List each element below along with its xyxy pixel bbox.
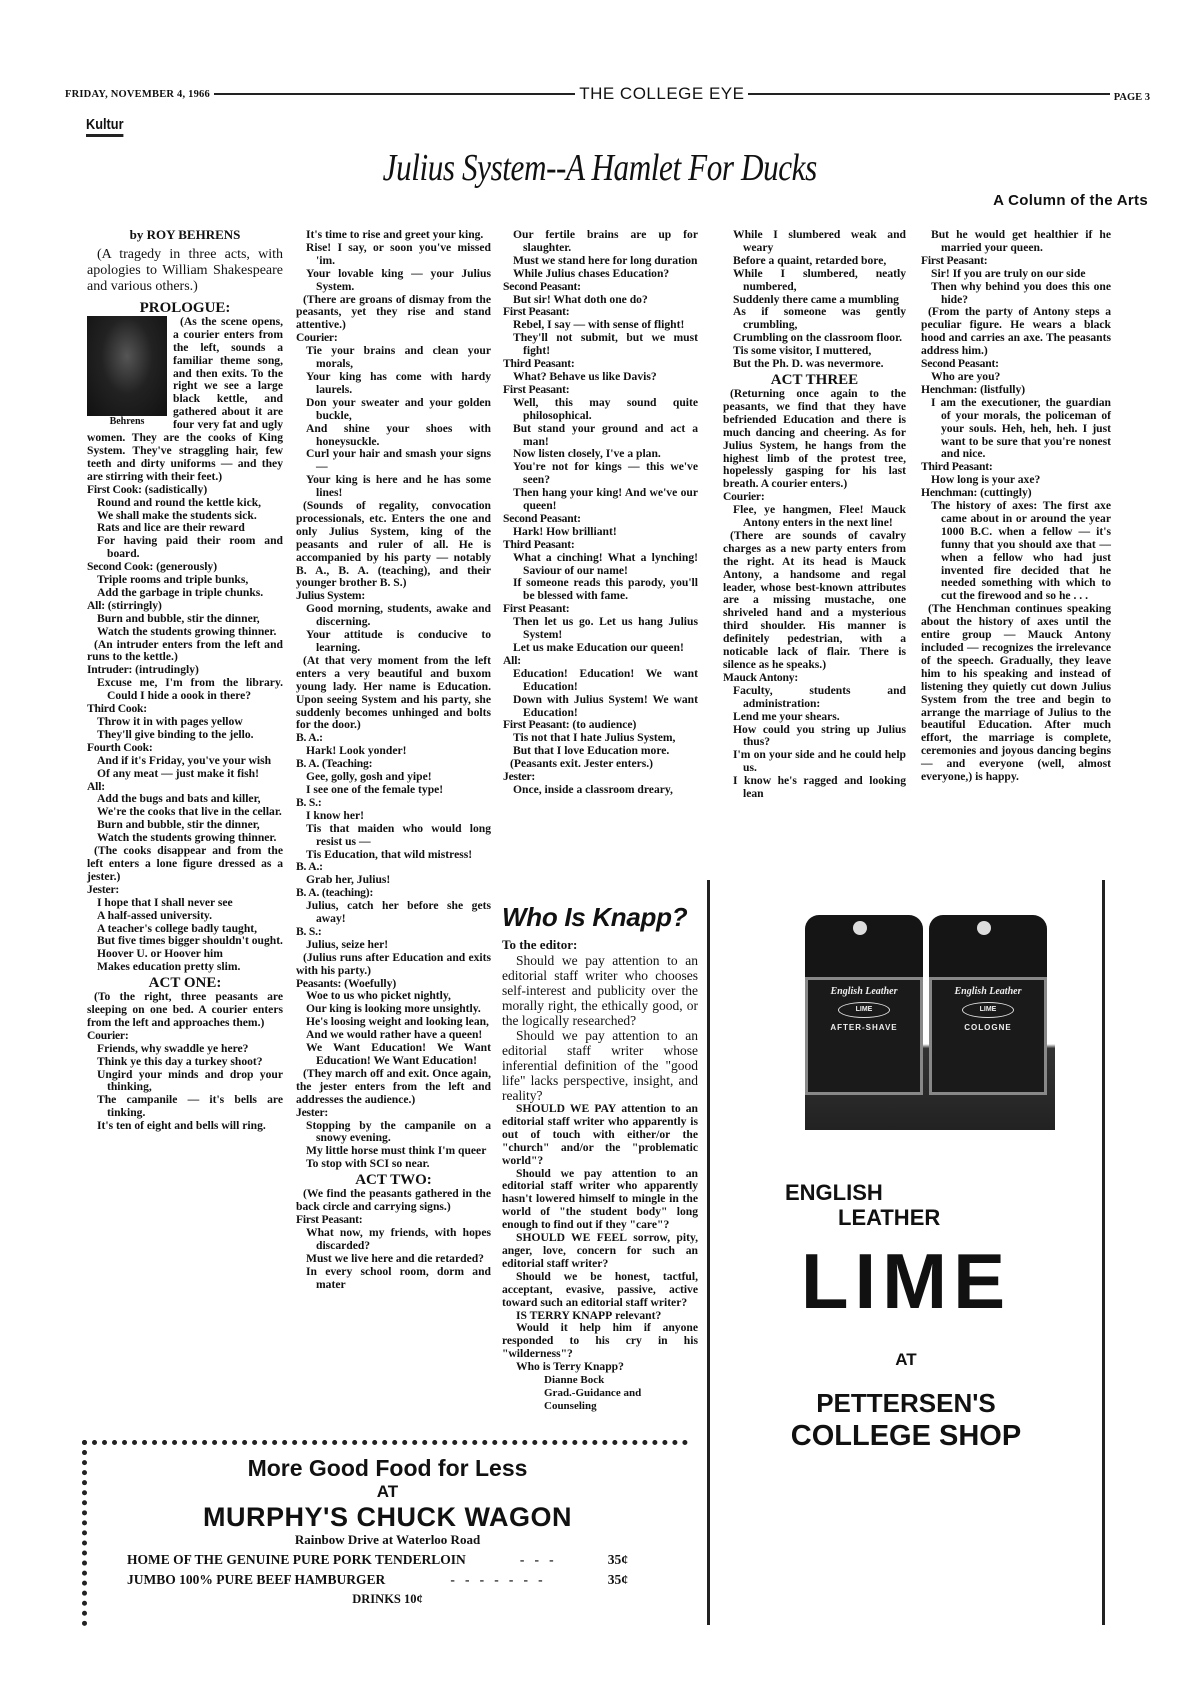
speaker-line xyxy=(87,600,283,613)
verse-line: I see one of the female type! xyxy=(306,782,444,796)
author-photo xyxy=(87,316,167,429)
signature-name: Dianne Bock xyxy=(544,1374,605,1387)
verse-line: And if it's Friday, you've your wish xyxy=(97,753,272,767)
verse-line: Tis some visitor, I muttered, xyxy=(733,344,872,358)
act-heading: ACT TWO: xyxy=(355,1172,432,1189)
section-label: Kultur xyxy=(86,116,124,137)
speaker-name: Julius System: xyxy=(296,589,366,603)
verse-line: Stopping by the campanile on a snowy evening. xyxy=(306,1118,491,1145)
verse-line: Our king is looking more unsightly. xyxy=(306,1002,481,1016)
headline-text: Julius System--A Hamlet For Ducks xyxy=(382,147,818,189)
verse-line: Our fertile brains are up for slaughter. xyxy=(513,228,698,254)
speaker-direction: (to audience) xyxy=(572,718,637,732)
stage-direction: (They march off and exit. Once again, the jester enters from the left and addresses the audience.) xyxy=(296,1066,491,1106)
speaker-line xyxy=(503,655,698,668)
letter-to-editor xyxy=(502,902,698,1413)
speaker-name: Second Cook: xyxy=(87,560,154,574)
verse-line: Hark! Look yonder! xyxy=(306,744,407,758)
signature-title: Counseling xyxy=(544,1400,597,1413)
letter-paragraph xyxy=(502,1232,698,1271)
stage-direction: (An intruder enters from the left and runs to the kettle.) xyxy=(87,637,283,664)
article-intro: (A tragedy in three acts, with apologies to William Shakespeare and various others.) xyxy=(87,246,283,294)
speaker-name: B. S.: xyxy=(296,795,322,809)
letter-title: Who Is Knapp? xyxy=(502,902,688,932)
speaker-line xyxy=(723,672,906,685)
stage-direction: (Sounds of regality, convocation processionals, etc. Enters the one and only Julius System, king of the peasants and ruler of all. He is accompanied by his party — notably B. A., B. A. (teaching), and their younger brother B. S.) xyxy=(296,499,491,590)
letter-paragraph xyxy=(502,1168,698,1233)
speaker-line xyxy=(503,384,698,397)
speaker-line xyxy=(503,513,698,526)
verse-line: He's loosing weight and looking lean, xyxy=(306,1015,489,1029)
product-photo xyxy=(805,915,1055,1130)
stage-direction: (The Henchman continues speaking about the history of axes until the entire group — Mauck Antony included — recognizes the irrelevance of the speech. Gradually, they leave him to his speaking and instead of listening they quietly cut down Julius System from the tree and begin to arrange the marriage of Julius to the beautiful Education. After much effort, the marriage is complete, ceremonies and joyous dancing begins — and everyone (well, almost everyone,) is happy. xyxy=(921,602,1111,784)
verse-line: Tie your brains and clean your morals, xyxy=(306,344,491,371)
letter-salutation: To the editor: xyxy=(502,937,578,952)
bottle-cap-icon xyxy=(929,915,1047,977)
speaker-line xyxy=(921,384,1111,397)
verse-line: Once, inside a classroom dreary, xyxy=(513,782,673,796)
verse-line: In every school room, dorm and mater xyxy=(306,1264,491,1291)
verse-line: But that I love Education more. xyxy=(513,744,670,758)
verse-line: Throw it in with pages yellow xyxy=(97,715,243,728)
letter-text: Should we pay attention to an editorial staff writer who apparently hasn't lowered himself to mingle in the world of "the student body" long enough to find out if they "care"? xyxy=(502,1166,698,1232)
verse-line: Julius, catch her before she gets away! xyxy=(306,899,491,926)
verse-line: Who are you? xyxy=(931,369,1001,383)
menu-item xyxy=(127,1552,628,1568)
cologne-bottle xyxy=(929,915,1047,1090)
verse-line: Round and round the kettle kick, xyxy=(97,495,262,509)
bottle-brand: English Leather xyxy=(830,986,898,997)
english-leather-lime-ad xyxy=(707,880,1105,1625)
letter-paragraph xyxy=(502,1103,698,1168)
speaker-name: B. A.: xyxy=(296,731,323,745)
verse-line: I know he's ragged and looking lean xyxy=(733,774,906,801)
verse-line: Sir! If you are truly on our side xyxy=(931,266,1086,280)
speaker-name: First Peasant: xyxy=(921,253,988,267)
verse-line: Add the garbage in triple chunks. xyxy=(97,585,264,599)
ad-product-name: LIME xyxy=(800,1237,1012,1325)
article-column-2 xyxy=(296,229,491,1291)
verse-line: Education! Education! We want Education! xyxy=(513,666,698,693)
verse-line: But the Ph. D. was nevermore. xyxy=(733,357,884,371)
verse-line: While I slumbered weak and weary xyxy=(733,228,906,254)
speaker-line xyxy=(296,1107,491,1120)
verse-line: The history of axes: The first axe came about in or around the year 1000 B.C. when a fellow — it's funny that you should axe that — when a fellow who had just invented fire decided that he needed something with which to cut the firewood and so he . . . xyxy=(931,499,1111,603)
verse-line: How could you string up Julius thus? xyxy=(733,722,906,749)
speaker-name: Courier: xyxy=(723,490,765,504)
verse-line: Flee, ye hangmen, Flee! Mauck Antony enters in the next line! xyxy=(733,503,906,530)
speaker-name: Jester: xyxy=(296,1105,329,1119)
ad-store-name: PETTERSEN'S xyxy=(816,1388,996,1418)
verse-line: Makes education pretty slim. xyxy=(97,960,241,974)
speaker-line xyxy=(296,1214,491,1227)
verse-line: Woe to us who picket nightly, xyxy=(306,989,451,1003)
verse-line: Hark! How brilliant! xyxy=(513,524,617,538)
speaker-name: First Peasant: xyxy=(503,602,570,616)
speaker-name: First Cook: xyxy=(87,482,142,496)
verse-line: I'm on your side and he could help us. xyxy=(733,748,906,775)
stage-direction: (To the right, three peasants are sleeping on one bed. A courier enters from the left and approaches them.) xyxy=(87,990,283,1029)
headline xyxy=(0,146,1200,190)
verse-line: While I slumbered, neatly numbered, xyxy=(733,266,906,293)
verse-line: Don your sweater and your golden buckle, xyxy=(306,395,491,422)
act-heading: ACT ONE: xyxy=(148,975,222,992)
stage-direction: (From the party of Antony steps a peculiar figure. He wears a black hood and carries an axe. The peasants address him.) xyxy=(921,305,1111,358)
verse-line: We shall make the students sick. xyxy=(97,508,257,522)
speaker-name: Second Peasant: xyxy=(921,357,999,371)
verse-line: To stop with SCI so near. xyxy=(306,1157,430,1171)
speaker-name: Second Peasant: xyxy=(503,511,581,525)
letter-paragraph xyxy=(502,1361,698,1374)
bottle-cap-icon xyxy=(805,915,923,977)
verse-line: Ungird your minds and drop your thinking, xyxy=(97,1067,283,1094)
verse-line: Triple rooms and triple bunks, xyxy=(97,573,249,587)
bottle-kind: AFTER-SHAVE xyxy=(830,1023,898,1032)
verse-line: Watch the students growing thinner. xyxy=(97,624,277,638)
speaker-line xyxy=(87,742,283,755)
speaker-name: First Peasant: xyxy=(503,718,570,732)
bottle-variant: LIME xyxy=(962,1002,1014,1018)
issue-date: FRIDAY, NOVEMBER 4, 1966 xyxy=(65,88,210,100)
verse-line: You're not for kings — this we've seen? xyxy=(513,460,698,487)
speaker-direction: (intrudingly) xyxy=(135,663,199,677)
verse-line: Good morning, students, awake and discerning. xyxy=(306,602,491,629)
bottle-brand: English Leather xyxy=(954,986,1022,997)
speaker-name: Courier: xyxy=(87,1028,129,1042)
act-heading: PROLOGUE: xyxy=(139,299,231,316)
verse-line: Well, this may sound quite philosophical. xyxy=(513,395,698,422)
letter-paragraph xyxy=(502,1271,698,1310)
verse-line: For having paid their room and board. xyxy=(97,534,283,561)
verse-line: We're the cooks that live in the cellar. xyxy=(97,805,282,819)
page-number: PAGE 3 xyxy=(1113,91,1150,103)
letter-emphasis: SHOULD WE PAY xyxy=(516,1102,617,1115)
header-rule xyxy=(214,93,575,95)
verse-line: Your king is here and he has some lines! xyxy=(306,473,491,500)
speaker-direction: (cuttingly) xyxy=(980,486,1032,500)
verse-line: What? Behave us like Davis? xyxy=(513,369,657,383)
verse-line: Burn and bubble, stir the dinner, xyxy=(97,818,260,832)
verse-line: My little horse must think I'm queer xyxy=(306,1144,487,1158)
letter-text: attention to an editorial staff writer who apparently is out of touch with either/or the "church" and/or the "problematic world"? xyxy=(502,1102,698,1167)
drinks-price: DRINKS 10¢ xyxy=(352,1592,423,1606)
stage-direction: (We find the peasants gathered in the back circle and carrying signs.) xyxy=(296,1187,491,1214)
bottle-variant: LIME xyxy=(838,1002,890,1018)
header-rule xyxy=(748,93,1109,95)
verse-line: And shine your shoes with honeysuckle. xyxy=(306,421,491,448)
speaker-name: Peasants: xyxy=(296,976,342,990)
verse-line: Must we stand here for long duration xyxy=(513,253,698,267)
verse-line: Now listen closely, I've a plan. xyxy=(513,447,661,461)
letter-text: Should we pay attention to an editorial staff writer who chooses self-interest and publicity over the morally right, the ethically good, or the logically researched? xyxy=(502,953,698,1028)
verse-line: But sir! What doth one do? xyxy=(513,292,648,306)
verse-line: I am the executioner, the guardian of your morals, the policeman of your souls. Heh, heh, heh. I just want to be sure that you're nonest and nice. xyxy=(931,395,1111,461)
menu-item-price: 35¢ xyxy=(607,1552,628,1567)
speaker-name: B. A. (teaching): xyxy=(296,886,374,900)
ad-line: ENGLISH xyxy=(785,1180,883,1205)
ad-business-name: MURPHY'S CHUCK WAGON xyxy=(203,1502,572,1532)
letter-text: Who is Terry Knapp? xyxy=(516,1360,624,1374)
menu-item-price: 35¢ xyxy=(607,1572,628,1587)
speaker-line xyxy=(296,797,491,810)
verse-line: It's time to rise and greet your king. xyxy=(306,228,484,241)
verse-line: Tis Education, that wild mistress! xyxy=(306,847,473,861)
speaker-name: All: xyxy=(503,653,521,667)
verse-line: Tis not that I hate Julius System, xyxy=(513,731,676,745)
verse-line: And we would rather have a queen! xyxy=(306,1028,483,1042)
verse-line: Grab her, Julius! xyxy=(306,873,391,887)
stage-direction: (Peasants exit. Jester enters.) xyxy=(510,757,654,771)
letter-text: sorrow, pity, anger, love, concern for such an editorial staff writer? xyxy=(502,1231,698,1270)
verse-line: Your attitude is conducive to learning. xyxy=(306,628,491,654)
speaker-line xyxy=(503,539,698,552)
verse-line: How long is your axe? xyxy=(931,473,1041,487)
verse-line: Your lovable king — your Julius System. xyxy=(306,266,491,293)
speaker-direction: (stirringly) xyxy=(107,598,162,612)
verse-line: What a cinching! What a lynching! Saviour of our name! xyxy=(513,550,698,577)
verse-line: Gee, golly, gosh and yipe! xyxy=(306,770,432,784)
menu-item-name: JUMBO 100% PURE BEEF HAMBURGER xyxy=(127,1572,386,1587)
verse-line: Of any meat — just make it fish! xyxy=(97,766,259,780)
verse-line: Watch the students growing thinner. xyxy=(97,831,277,845)
speaker-line xyxy=(87,484,283,497)
masthead: THE COLLEGE EYE xyxy=(579,84,745,103)
speaker-line xyxy=(921,255,1111,268)
verse-line: Lend me your shears. xyxy=(733,709,840,723)
stage-direction: (There are sounds of cavalry charges as a new party enters from the right. At its head is Mauck Antony, a handsome and regal leader, whose best-known attributes are a missing mustache, one shriveled hand and a mysterious third shoulder. His manner is definitely pedestrian, with a noticable lack of flair. There is silence as he speaks.) xyxy=(723,528,906,671)
after-shave-bottle xyxy=(805,915,923,1090)
column-name: A Column of the Arts xyxy=(993,192,1148,209)
verse-line: Burn and bubble, stir the dinner, xyxy=(97,611,260,625)
speaker-direction: (generously) xyxy=(156,560,218,574)
stage-direction: (Julius runs after Education and exits with his party.) xyxy=(296,950,491,977)
verse-line: I hope that I shall never see xyxy=(97,895,233,909)
verse-line: Then let us go. Let us hang Julius System! xyxy=(513,615,698,642)
verse-line: But five times bigger shouldn't ought. xyxy=(97,934,283,948)
letter-text: relevant? xyxy=(612,1308,662,1322)
verse-line: Tis that maiden who would long resist us — xyxy=(306,821,491,848)
speaker-name: Mauck Antony: xyxy=(723,670,799,684)
verse-line: As if someone was gently crumbling, xyxy=(733,305,906,332)
speaker-name: Fourth Cook: xyxy=(87,740,153,754)
leader-dots: - - - xyxy=(519,1552,554,1567)
speaker-name: Third Peasant: xyxy=(503,357,575,371)
article-column-3 xyxy=(503,229,698,797)
verse-line: Faculty, students and administration: xyxy=(733,683,906,710)
ad-at: AT xyxy=(376,1482,399,1501)
speaker-line xyxy=(87,1030,283,1043)
speaker-name: First Peasant: xyxy=(503,382,570,396)
speaker-line xyxy=(87,884,283,897)
speaker-name: First Peasant: xyxy=(296,1212,363,1226)
stage-direction: (At that very moment from the left enters a very beautiful and buxom young lady. Her name is Education. Upon seeing System and his party, she suddenly becomes unhinged and bolts for the door.) xyxy=(296,653,491,732)
article-column-5 xyxy=(921,229,1111,784)
ad-at: AT xyxy=(895,1350,917,1369)
act-heading: ACT THREE xyxy=(770,371,859,388)
verse-line: Friends, why swaddle ye here? xyxy=(97,1041,249,1055)
speaker-name: Jester: xyxy=(503,770,536,784)
ad-headline: More Good Food for Less xyxy=(247,1455,528,1481)
ad-line: LEATHER xyxy=(838,1205,941,1230)
speaker-name: Henchman: xyxy=(921,486,978,500)
ad-address: Rainbow Drive at Waterloo Road xyxy=(294,1532,481,1547)
speaker-name: All: xyxy=(87,779,105,793)
speaker-name: Intruder: xyxy=(87,663,133,677)
speaker-name: Second Peasant: xyxy=(503,279,581,293)
letter-text: Should we be honest, tactful, acceptant, evasive, passive, active toward such an editorial staff writer? xyxy=(502,1269,698,1309)
menu-item xyxy=(127,1572,628,1588)
letter-text: Should we pay attention to an editorial staff writer whose inferential definition of the "good life" lacks perspective, insight, and reality? xyxy=(502,1028,698,1103)
verse-line: They'll not submit, but we must fight! xyxy=(513,331,698,358)
verse-line: Excuse me, I'm from the library. Could I hide a oook in there? xyxy=(97,676,283,703)
verse-line: Rats and lice are their reward xyxy=(97,521,245,535)
verse-line: It's ten of eight and bells will ring. xyxy=(97,1119,266,1133)
verse-line: Julius, seize her! xyxy=(306,937,389,951)
author-photo-image xyxy=(87,316,167,416)
speaker-name: B. A. (Teaching: xyxy=(296,757,373,771)
verse-line: A half-assed university. xyxy=(97,908,212,922)
stage-direction: (The cooks disappear and from the left enters a lone figure dressed as a jester.) xyxy=(87,844,283,883)
letter-paragraph xyxy=(502,1322,698,1361)
stage-direction: (Returning once again to the peasants, we find that they have befriended Education and there is much dancing and cheering. As for Julius System, he hangs from the highest limb of the protest tree, hopelessly gasping for his last breath. A courier enters.) xyxy=(723,386,906,491)
letter-emphasis: SHOULD WE FEEL xyxy=(516,1231,627,1245)
speaker-name: B. S.: xyxy=(296,924,322,938)
verse-line: We Want Education! We Want Education! We Want Education! xyxy=(306,1041,491,1067)
verse-line: Add the bugs and bats and killer, xyxy=(97,792,261,806)
verse-line: Before a quaint, retarded bore, xyxy=(733,253,887,267)
letter-paragraph xyxy=(502,953,698,1028)
verse-line: While Julius chases Education? xyxy=(513,266,670,280)
article-column-1 xyxy=(87,229,283,1133)
byline: by ROY BEHRENS xyxy=(129,227,241,242)
leader-dots: - - - - - - - xyxy=(450,1572,543,1587)
verse-line: Rebel, I say — with sense of flight! xyxy=(513,318,685,332)
stage-direction: (As the scene opens, a courier enters from the left, sounds a familiar theme song, and then exits. To the right we see a large black kettle, and gathered about it are four very fat and ugly women. They are the cooks of King System. They've straggling hair, few teeth and dirty uniforms — and they are stirring with their feet.) xyxy=(87,314,283,483)
letter-paragraph xyxy=(502,1028,698,1103)
speaker-name: Third Peasant: xyxy=(503,537,575,551)
letter-emphasis: IS TERRY KNAPP xyxy=(516,1308,613,1322)
verse-line: Your king has come with hardy laurels. xyxy=(306,369,491,396)
verse-line: Then hang your king! And we've our queen! xyxy=(513,486,698,513)
stage-direction: (There are groans of dismay from the peasants, yet they rise and stand attentive.) xyxy=(296,292,491,332)
letter-signature xyxy=(502,1374,698,1413)
speaker-name: Courier: xyxy=(296,331,338,345)
verse-line: Suddenly there came a mumbling xyxy=(733,292,899,306)
verse-line: Hoover U. or Hoover him xyxy=(97,947,223,961)
speaker-direction: (Woefully) xyxy=(344,976,397,990)
page-header xyxy=(65,84,1150,104)
speaker-direction: (listfully) xyxy=(980,382,1026,396)
verse-line: Then why behind you does this one hide? xyxy=(931,279,1111,306)
speaker-name: Jester: xyxy=(87,882,120,896)
article-column-4 xyxy=(723,229,906,801)
verse-line: What now, my friends, with hopes discarded? xyxy=(306,1225,491,1252)
speaker-name: Third Cook: xyxy=(87,702,147,716)
speaker-name: Third Peasant: xyxy=(921,460,993,474)
speaker-line xyxy=(503,281,698,294)
ad-store-name: COLLEGE SHOP xyxy=(790,1420,1022,1452)
verse-line: Think ye this day a turkey shoot? xyxy=(97,1054,263,1068)
verse-line: But stand your ground and act a man! xyxy=(513,421,698,448)
verse-line: A teacher's college badly taught, xyxy=(97,921,258,935)
speaker-name: First Peasant: xyxy=(503,305,570,319)
verse-line: Rise! I say, or soon you've missed 'im. xyxy=(306,240,491,267)
letter-text: Would it help him if anyone responded to his cry in his "wilderness"? xyxy=(502,1321,698,1361)
verse-line: Curl your hair and smash your signs — xyxy=(306,447,491,474)
verse-line: But he would get healthier if he married your queen. xyxy=(931,228,1111,254)
speaker-name: Henchman: xyxy=(921,382,978,396)
verse-line: The campanile — it's bells are tinking. xyxy=(97,1093,283,1120)
murphys-chuck-wagon-ad xyxy=(82,1440,688,1626)
photo-caption: Behrens xyxy=(109,415,145,427)
bottle-kind: COLOGNE xyxy=(964,1023,1012,1032)
verse-line: They'll give binding to the jello. xyxy=(97,727,254,741)
verse-line: If someone reads this parody, you'll be blessed with fame. xyxy=(513,576,698,603)
speaker-name: All: xyxy=(87,598,105,612)
verse-line: Let us make Education our queen! xyxy=(513,641,684,654)
speaker-line xyxy=(296,926,491,939)
verse-line: Down with Julius System! We want Education! xyxy=(513,692,698,719)
speaker-direction: (sadistically) xyxy=(144,482,208,496)
verse-line: I know her! xyxy=(306,808,364,822)
verse-line: Must we live here and die retarded? xyxy=(306,1251,484,1265)
speaker-name: B. A.: xyxy=(296,860,323,874)
menu-item-name: HOME OF THE GENUINE PURE PORK TENDERLOIN xyxy=(127,1552,466,1567)
verse-line: Crumbling on the classroom floor. xyxy=(733,331,903,345)
signature-title: Grad.-Guidance and xyxy=(544,1387,642,1400)
